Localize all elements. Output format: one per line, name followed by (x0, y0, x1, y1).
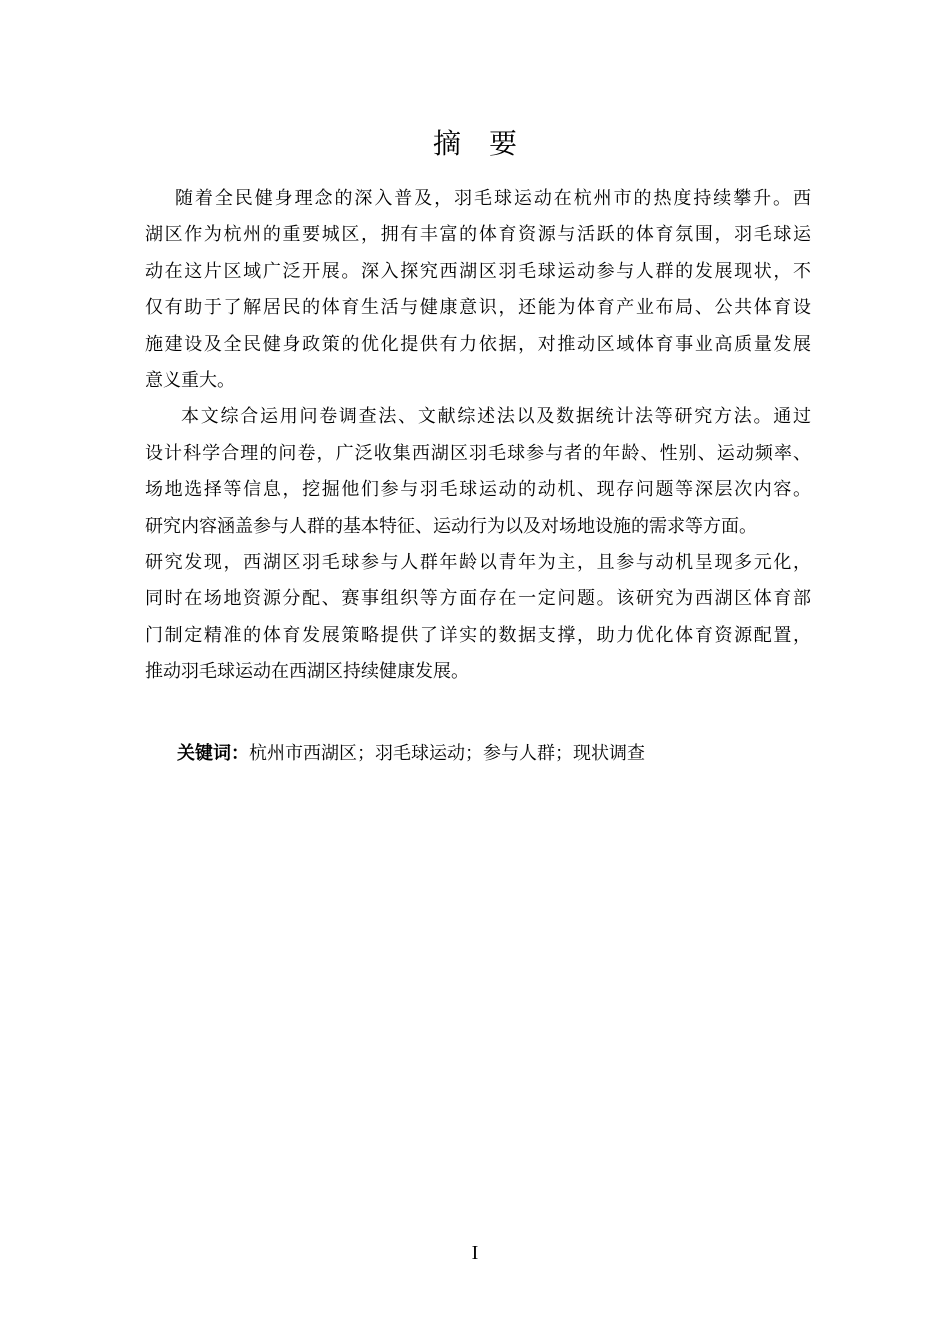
abstract-body (145, 181, 811, 690)
paragraph-line: 动在这片区域广泛开展。深入探究西湖区羽毛球运动参与人群的发展现状，不 (145, 260, 811, 282)
abstract-paragraph-2 (145, 399, 811, 690)
paragraph-line: 研究内容涵盖参与人群的基本特征、运动行为以及对场地设施的需求等方面。 (145, 515, 757, 537)
abstract-title-char-2: 要 (489, 127, 518, 160)
paragraph-line: 施建设及全民健身政策的优化提供有力依据，对推动区域体育事业高质量发展 (145, 333, 811, 355)
paragraph-line: 推动羽毛球运动在西湖区持续健康发展。 (145, 661, 469, 683)
paragraph-line: 场地选择等信息，挖掘他们参与羽毛球运动的动机、现存问题等深层次内容。 (145, 479, 811, 501)
abstract-title-char-1: 摘 (432, 127, 461, 160)
paragraph-line: 本文综合运用问卷调查法、文献综述法以及数据统计法等研究方法。通过 (181, 406, 811, 428)
keywords-text: 杭州市西湖区；羽毛球运动；参与人群；现状调查 (249, 743, 645, 764)
paragraph-line: 门制定精准的体育发展策略提供了详实的数据支撑，助力优化体育资源配置， (145, 624, 811, 646)
page-number: I (471, 1242, 479, 1264)
paragraph-line: 研究发现，西湖区羽毛球参与人群年龄以青年为主，且参与动机呈现多元化， (145, 551, 811, 573)
paragraph-line: 仅有助于了解居民的体育生活与健康意识，还能为体育产业布局、公共体育设 (145, 297, 811, 319)
keywords-label: 关键词： (177, 743, 249, 764)
paragraph-line: 随着全民健身理念的深入普及，羽毛球运动在杭州市的热度持续攀升。西 (175, 188, 811, 209)
paragraph-line: 设计科学合理的问卷，广泛收集西湖区羽毛球参与者的年龄、性别、运动频率、 (145, 442, 811, 464)
paragraph-line: 同时在场地资源分配、赛事组织等方面存在一定问题。该研究为西湖区体育部 (145, 588, 811, 610)
abstract-paragraph-1 (145, 181, 811, 399)
paragraph-line: 湖区作为杭州的重要城区，拥有丰富的体育资源与活跃的体育氛围，羽毛球运 (145, 224, 811, 246)
abstract-title (0, 122, 950, 166)
paragraph-line: 意义重大。 (145, 369, 235, 391)
keywords-line (177, 736, 645, 772)
